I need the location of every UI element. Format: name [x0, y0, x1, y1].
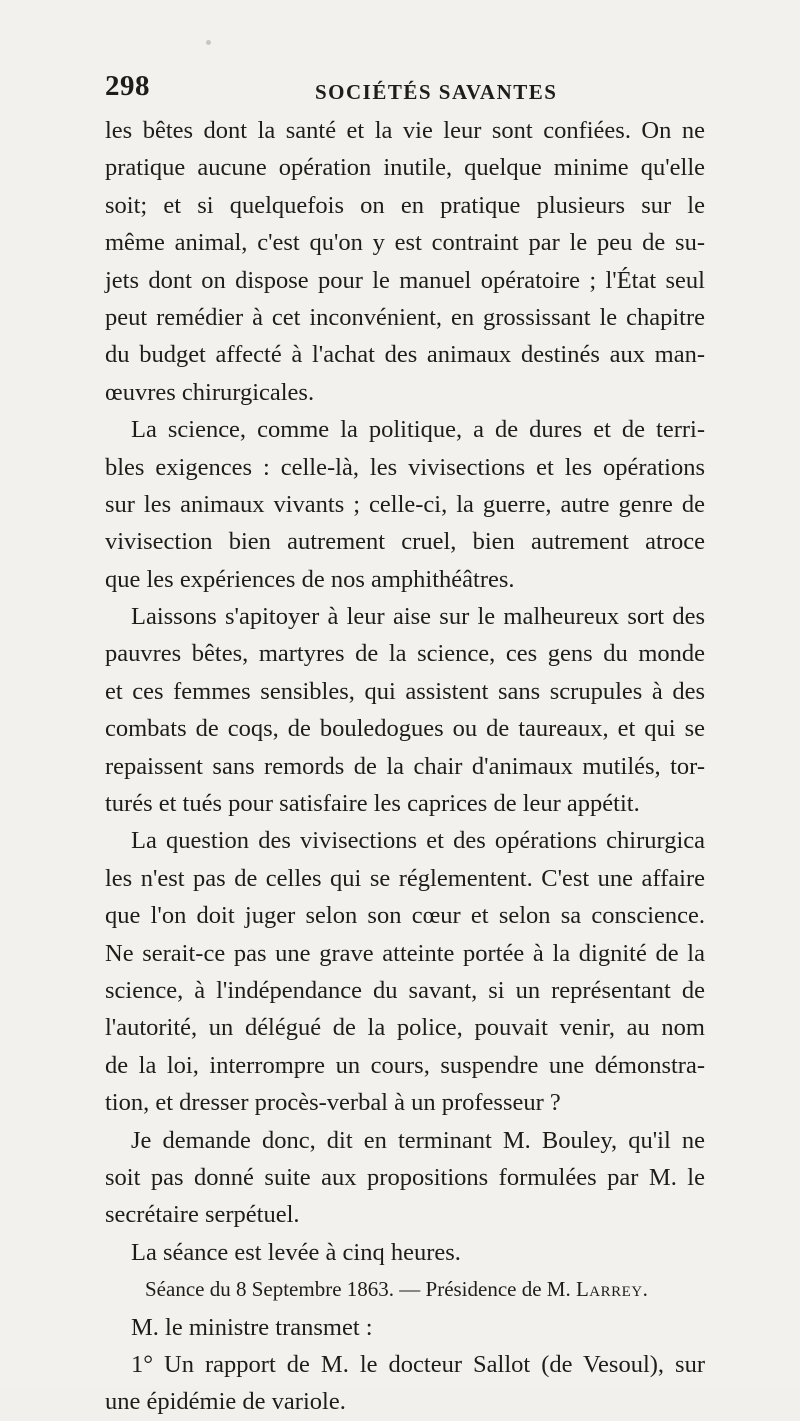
- text-line: soit pas donné suite aux propositions formulées par M. le: [105, 1163, 705, 1191]
- text-line: même animal, c'est qu'on y est contraint par le peu de su-: [105, 229, 705, 257]
- text-line: l'autorité, un délégué de la police, pouvait venir, au nom: [105, 1014, 705, 1042]
- session-heading-text: Séance du 8 Septembre 1863. — Présidence de M.: [145, 1277, 576, 1302]
- page-header: [105, 70, 705, 106]
- text-line: pauvres bêtes, martyres de la science, ces gens du monde: [105, 640, 705, 668]
- text-line: M. le ministre transmet :: [131, 1313, 373, 1341]
- text-line: du budget affecté à l'achat des animaux destinés aux man-: [105, 341, 705, 369]
- text-line: bles exigences : celle-là, les vivisections et les opérations: [105, 453, 705, 481]
- text-line: les n'est pas de celles qui se réglementent. C'est une affaire: [105, 864, 705, 892]
- text-line: peut remédier à cet inconvénient, en grossissant le chapitre: [105, 303, 705, 331]
- text-line: les bêtes dont la santé et la vie leur sont confiées. On ne: [105, 117, 705, 144]
- running-head: SOCIÉTÉS SAVANTES: [315, 80, 558, 104]
- text-line: combats de coqs, de bouledogues ou de taureaux, et qui se: [105, 715, 705, 743]
- text-line: soit; et si quelquefois on en pratique plusieurs sur le: [105, 191, 705, 219]
- text-line: que l'on doit juger selon son cœur et selon sa conscience.: [105, 902, 705, 930]
- text-line: de la loi, interrompre un cours, suspendre une démonstra-: [105, 1051, 705, 1079]
- text-line: La question des vivisections et des opérations chirurgica: [131, 827, 705, 855]
- text-line: 1° Un rapport de M. le docteur Sallot (de Vesoul), sur: [131, 1350, 705, 1378]
- paper-speck: [206, 40, 211, 45]
- text-line: La science, comme la politique, a de dures et de terri-: [131, 416, 705, 444]
- page-number: 298: [105, 70, 150, 102]
- text-line: que les expériences de nos amphithéâtres.: [105, 565, 515, 593]
- text-line: œuvres chirurgicales.: [105, 378, 315, 406]
- text-line: science, à l'indépendance du savant, si un représentant de: [105, 976, 705, 1004]
- text-line: pratique aucune opération inutile, quelque minime qu'elle: [105, 154, 705, 182]
- text-line: une épidémie de variole.: [105, 1388, 346, 1416]
- text-line: repaissent sans remords de la chair d'animaux mutilés, tor-: [105, 752, 705, 780]
- text-line: Je demande donc, dit en terminant M. Bouley, qu'il ne: [131, 1126, 705, 1154]
- text-line: vivisection bien autrement cruel, bien autrement atroce: [105, 528, 705, 556]
- text-line: Laissons s'apitoyer à leur aise sur le malheureux sort des: [131, 603, 705, 631]
- text-line: jets dont on dispose pour le manuel opératoire ; l'État seul: [105, 266, 705, 294]
- text-line: secrétaire serpétuel.: [105, 1201, 300, 1229]
- text-line: sur les animaux vivants ; celle-ci, la guerre, autre genre de: [105, 490, 705, 518]
- session-heading: [105, 1271, 705, 1308]
- president-name: Larrey.: [575, 1277, 649, 1302]
- text-line: Ne serait-ce pas une grave atteinte portée à la dignité de la: [105, 939, 705, 967]
- text-line: La séance est levée à cinq heures.: [131, 1238, 461, 1266]
- text-line: turés et tués pour satisfaire les caprices de leur appétit.: [105, 790, 640, 818]
- text-line: tion, et dresser procès-verbal à un professeur ?: [105, 1089, 561, 1117]
- body-text: [105, 112, 705, 1421]
- text-line: et ces femmes sensibles, qui assistent sans scrupules à des: [105, 677, 705, 705]
